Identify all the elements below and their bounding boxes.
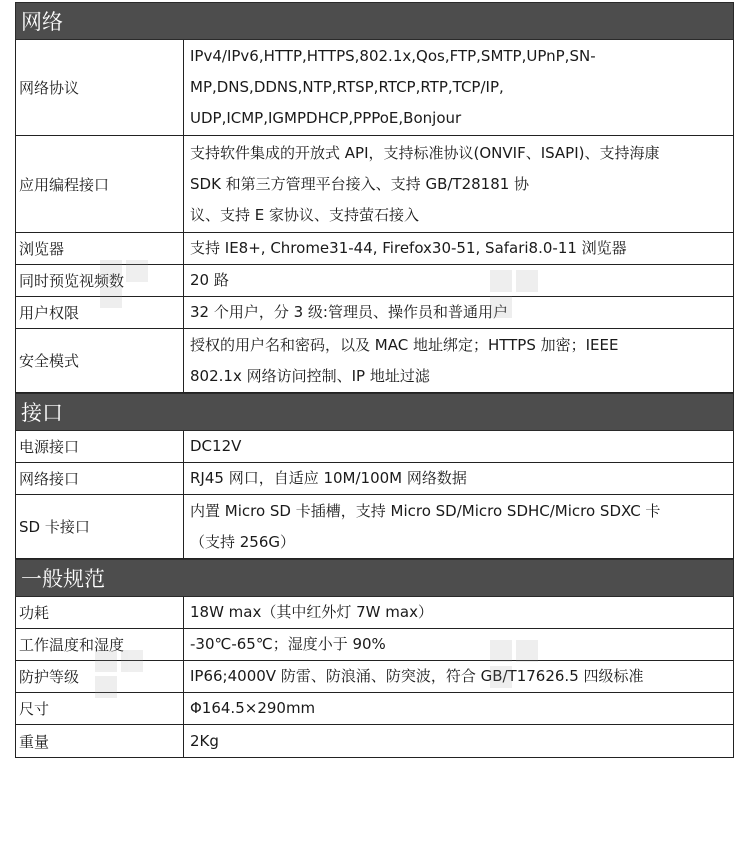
spec-value <box>184 40 733 135</box>
spec-value <box>184 431 733 462</box>
spec-table <box>15 2 734 758</box>
spec-value-line: UDP,ICMP,IGMPDHCP,PPPoE,Bonjour <box>190 109 462 127</box>
section-header-general: 一般规范 <box>15 559 734 597</box>
spec-key: 浏览器 <box>16 233 184 264</box>
spec-key: 网络接口 <box>16 463 184 494</box>
spec-value-line: 支持 IE8+, Chrome31-44, Firefox30-51, Safari8.0-11 浏览器 <box>190 239 627 257</box>
spec-key: 工作温度和湿度 <box>16 629 184 660</box>
spec-value <box>184 297 733 328</box>
spec-value-line: 支持软件集成的开放式 API，支持标准协议(ONVIF、ISAPI)、支持海康 <box>190 143 660 162</box>
spec-value <box>184 265 733 296</box>
spec-key: 功耗 <box>16 597 184 628</box>
spec-value <box>184 629 733 660</box>
spec-key: 尺寸 <box>16 693 184 724</box>
spec-row <box>15 629 734 661</box>
spec-value <box>184 233 733 264</box>
spec-row <box>15 297 734 329</box>
spec-value <box>184 136 733 232</box>
spec-value <box>184 693 733 724</box>
spec-value <box>184 597 733 628</box>
spec-key: 重量 <box>16 725 184 757</box>
spec-row <box>15 431 734 463</box>
spec-value-line: 20 路 <box>190 271 229 289</box>
spec-value-line: -30℃-65℃；湿度小于 90% <box>190 635 386 653</box>
spec-row <box>15 495 734 559</box>
spec-key: 用户权限 <box>16 297 184 328</box>
spec-key: 安全模式 <box>16 329 184 392</box>
spec-row <box>15 597 734 629</box>
spec-value-line: 32 个用户，分 3 级:管理员、操作员和普通用户 <box>190 303 508 321</box>
section-header-interface: 接口 <box>15 393 734 431</box>
spec-value <box>184 725 733 757</box>
spec-row <box>15 463 734 495</box>
spec-value-line: MP,DNS,DDNS,NTP,RTSP,RTCP,RTP,TCP/IP, <box>190 78 504 96</box>
spec-row <box>15 265 734 297</box>
spec-value-line: 授权的用户名和密码，以及 MAC 地址绑定；HTTPS 加密；IEEE <box>190 335 619 354</box>
spec-row <box>15 233 734 265</box>
spec-key: 网络协议 <box>16 40 184 135</box>
spec-value-line: 802.1x 网络访问控制、IP 地址过滤 <box>190 366 430 385</box>
spec-value-line: IPv4/IPv6,HTTP,HTTPS,802.1x,Qos,FTP,SMTP,UPnP,SN- <box>190 47 596 65</box>
spec-row <box>15 329 734 393</box>
spec-value-line: IP66;4000V 防雷、防浪涌、防突波，符合 GB/T17626.5 四级标准 <box>190 667 644 685</box>
spec-row <box>15 661 734 693</box>
spec-value-line: 18W max（其中红外灯 7W max） <box>190 603 433 621</box>
spec-key: SD 卡接口 <box>16 495 184 558</box>
spec-value <box>184 329 733 392</box>
spec-value-line: 内置 Micro SD 卡插槽，支持 Micro SD/Micro SDHC/Micro SDXC 卡 <box>190 501 661 520</box>
spec-row <box>15 693 734 725</box>
spec-value-line: （支持 256G） <box>190 532 296 551</box>
spec-value <box>184 495 733 558</box>
spec-key: 电源接口 <box>16 431 184 462</box>
spec-value-line: DC12V <box>190 437 242 455</box>
spec-value-line: Φ164.5×290mm <box>190 699 316 717</box>
spec-key: 同时预览视频数 <box>16 265 184 296</box>
spec-row <box>15 136 734 233</box>
spec-value-line: 2Kg <box>190 731 219 750</box>
spec-key: 应用编程接口 <box>16 136 184 232</box>
spec-row <box>15 40 734 136</box>
spec-key: 防护等级 <box>16 661 184 692</box>
spec-value-line: SDK 和第三方管理平台接入、支持 GB/T28181 协 <box>190 174 530 193</box>
spec-value-line: 议、支持 E 家协议、支持萤石接入 <box>190 205 420 224</box>
spec-value <box>184 463 733 494</box>
spec-value-line: RJ45 网口，自适应 10M/100M 网络数据 <box>190 469 467 487</box>
spec-row <box>15 725 734 758</box>
spec-value <box>184 661 733 692</box>
section-header-network: 网络 <box>15 2 734 40</box>
